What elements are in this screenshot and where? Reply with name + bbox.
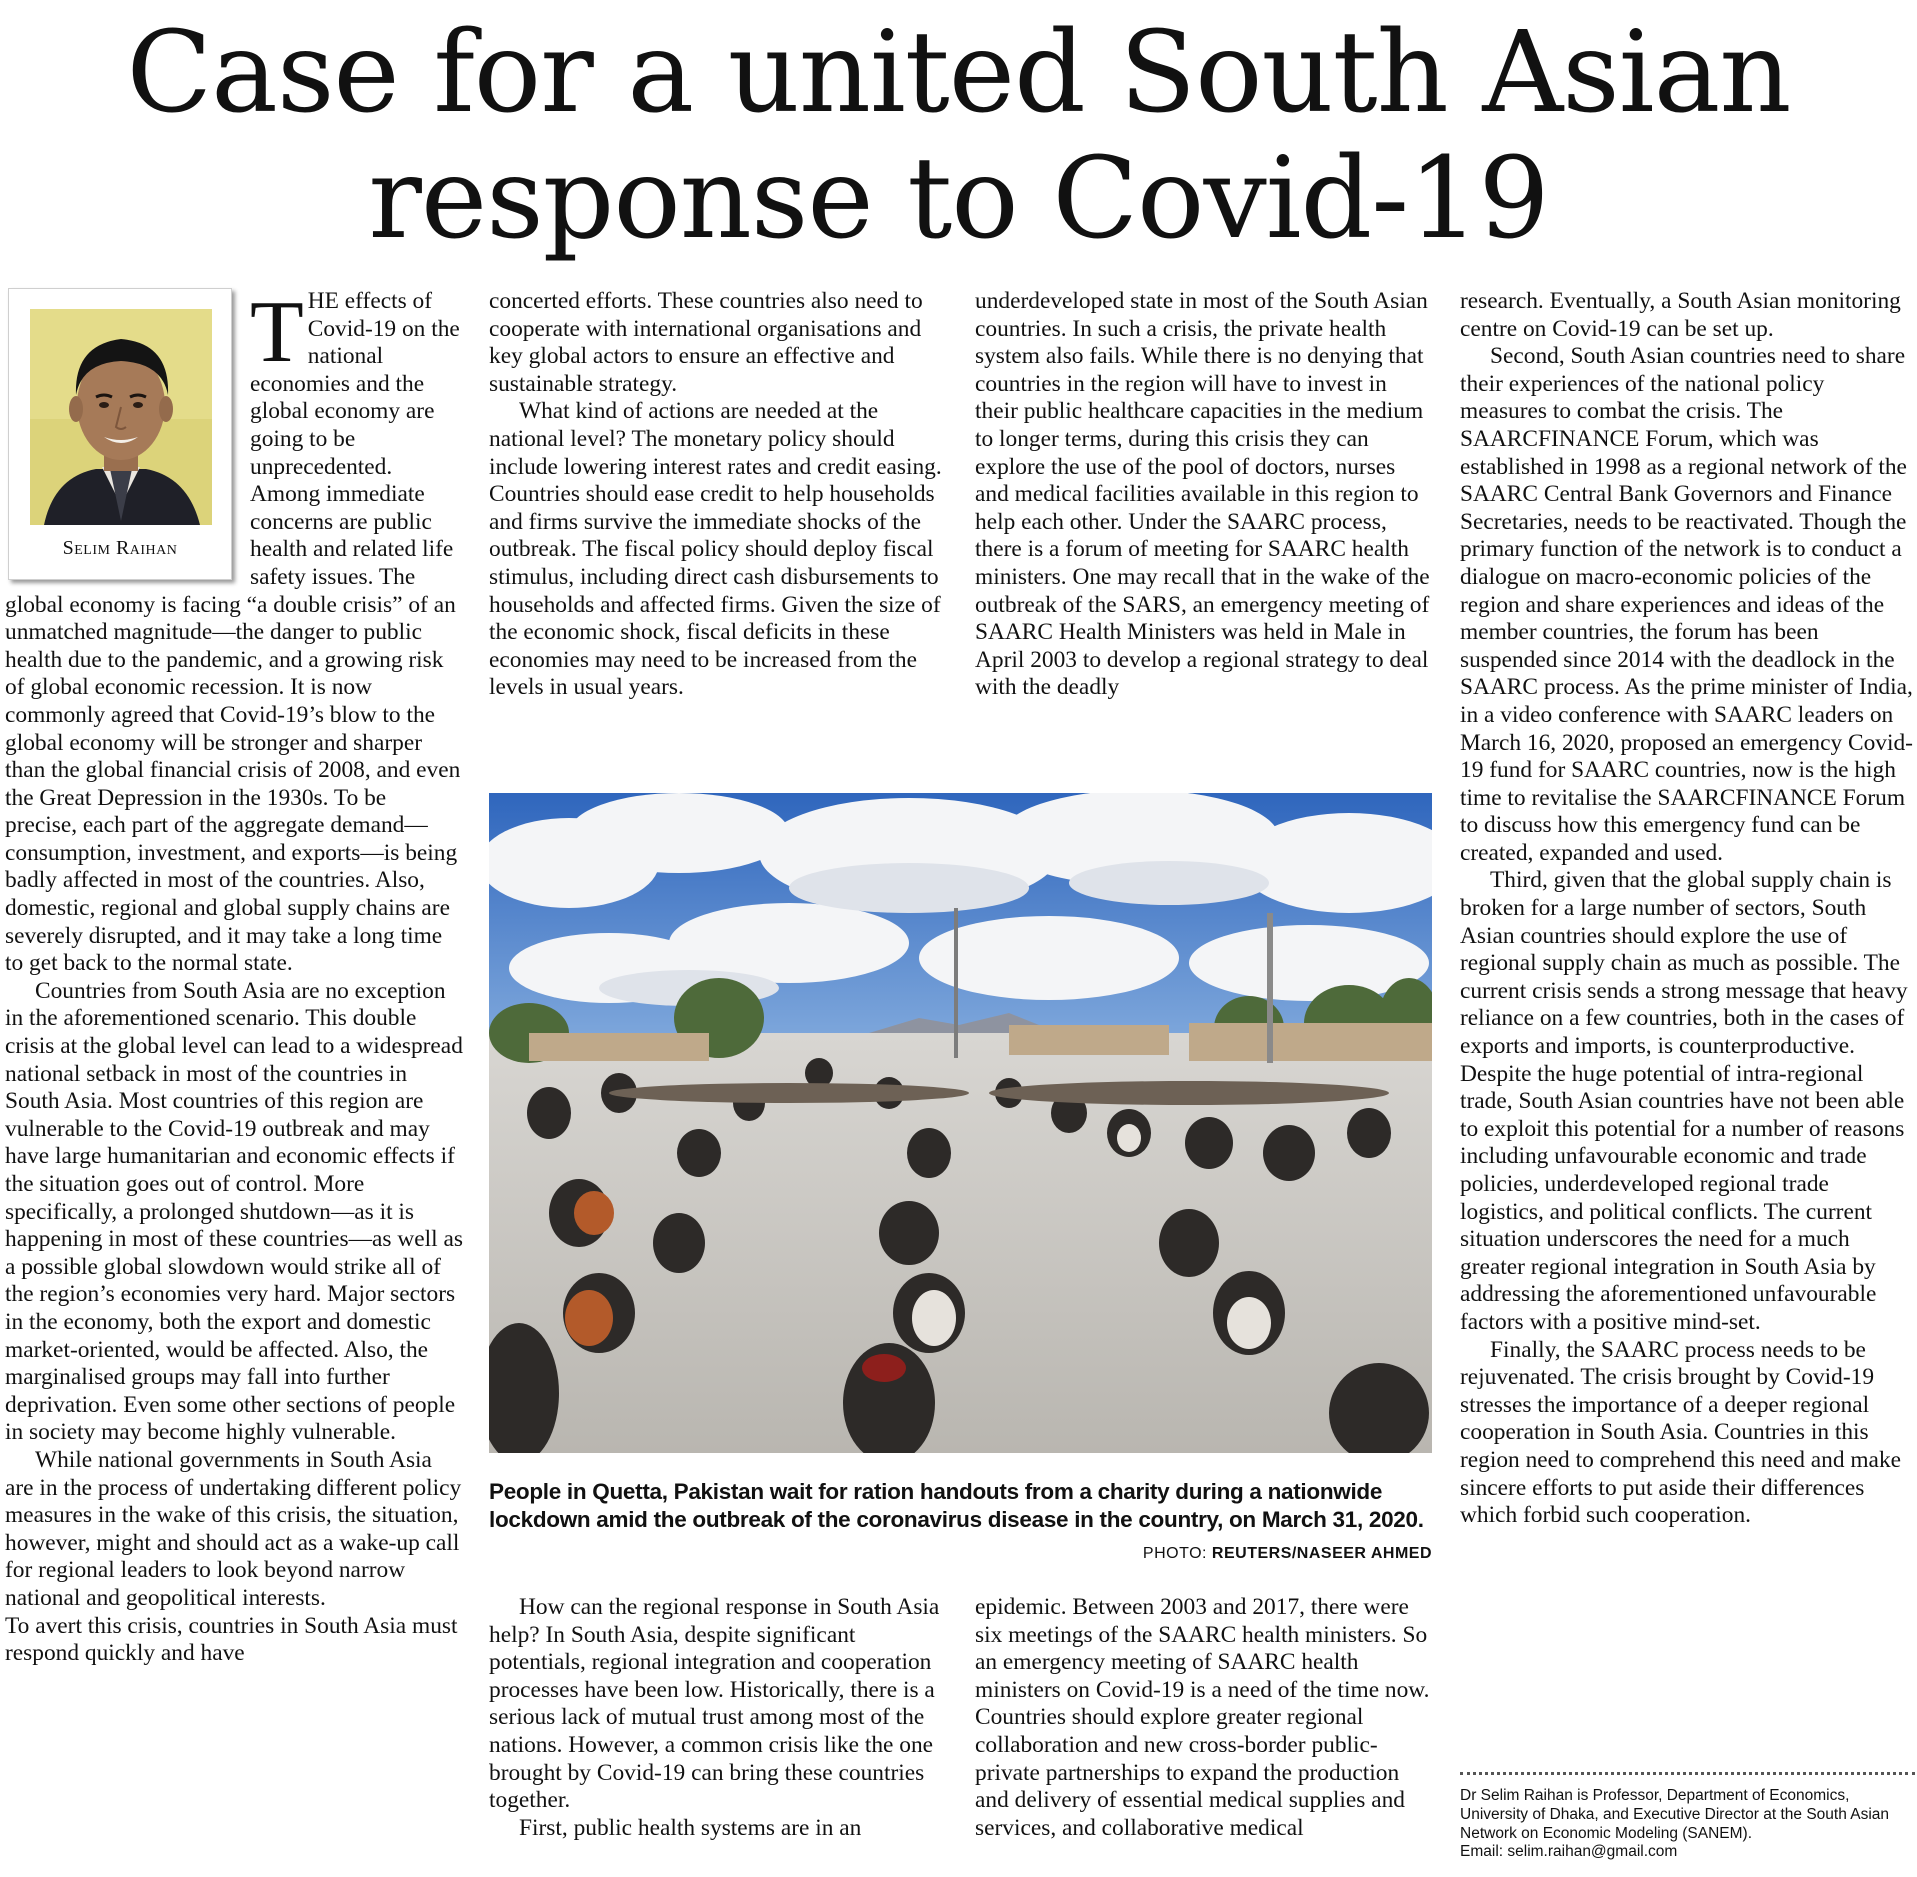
paragraph: Countries from South Asia are no exception in the aforementioned scenario. This double crisis at the global level can lead to a widespread national setback in most of the countries in South Asia. Most countries of this region are vulnerable to the Covid-19 outbreak and may have large humanitarian and economic effects if the situation goes out of control. More specifically, a prolonged shutdown—as it is happening in most of these countries—as well as a possible global slowdown would strike all of the region’s economies very hard. Major sectors in the economy, both the export and domestic market-oriented, would be affected. Also, the marginalised groups may fall into further deprivation. Even some other sections of people in society may become highly vulnerable. — [5, 977, 463, 1446]
caption-text: People in Quetta, Pakistan wait for ration handouts from a charity during a nationwide lockdown amid the outbreak of the coronavirus disease in the country, on March 31, 2020. — [489, 1479, 1424, 1532]
credit-prefix: PHOTO: — [1142, 1545, 1212, 1562]
paragraph: How can the regional response in South Asia help? In South Asia, despite significant potentials, regional integration and cooperation processes have been low. Historically, there is a serious lack of mutual trust among most of the nations. However, a common crisis like the one brought by Covid-19 can bring these countries together. — [489, 1594, 940, 1814]
headline-line-1: Case for a united South Asian — [126, 8, 1791, 138]
author-photo-box — [8, 288, 232, 580]
paragraph: While national governments in South Asia are in the process of undertaking different policy measures in the wake of this crisis, the situation, however, might and should act as a wake-up call for regional leaders to look beyond narrow national and geopolitical interests. — [5, 1446, 462, 1611]
lead-text: effects of Covid-19 on the national economies and the global economy are going to be unprecedented. Among immediate concerns are public health and related life safety issues. The global economy is facing “a double crisis” of an unmatched magnitude—the danger to public health due to the pandemic, and a growing risk of global economic recession. It is now commonly agreed that Covid-19’s blow to the global economy will be stronger and sharper than the global financial crisis of 2008, and even the Great Depression in the 1930s. To be precise, each part of the aggregate demand—consumption, investment, and exports—is being badly affected in most of the countries. Also, domestic, regional and global supply chains are severely disrupted, and it may take a long time to get back to the normal state. — [5, 288, 461, 977]
bio-email-link[interactable]: selim.raihan@gmail.com — [1507, 1843, 1678, 1861]
paragraph: Third, given that the global supply chain is broken for a large number of sectors, South Asian countries should explore the use of regional supply chain as much as possible. The current crisis sends a strong message that heavy reliance on a few countries, both in the cases of exports and imports, is counterproductive. Despite the huge potential of intra-regional trade, South Asian countries have not been able to exploit this potential for a number of reasons including unfavourable economic and trade policies, underdeveloped regional trade logistics, and political conflicts. The current situation underscores the need for a much greater regional integration in South Asia by addressing the aforementioned unfavourable factors with a positive mind-set. — [1460, 867, 1908, 1335]
paragraph: To avert this crisis, countries in South Asia must respond quickly and have — [5, 1612, 458, 1667]
article-column-2-top — [489, 288, 944, 702]
paragraph: underdeveloped state in most of the South Asian countries. In such a crisis, the private health system also fails. While there is no denying that countries in the region will have to invest in their public healthcare capacities in the medium to longer terms, during this crisis they can explore the use of the pool of doctors, nurses and medical facilities available in this region to help each other. Under the SAARC process, there is a forum of meeting for SAARC health ministers. One may recall that in the wake of the outbreak of the SARS, an emergency meeting of SAARC Health Ministers was held in Male in April 2003 to develop a regional strategy to deal with the deadly — [975, 288, 1430, 701]
article-column-2-bottom — [489, 1594, 944, 1842]
credit-source: REUTERS/NASEER AHMED — [1211, 1545, 1432, 1562]
photo-caption — [489, 1478, 1432, 1568]
paragraph: Finally, the SAARC process needs to be rejuvenated. The crisis brought by Covid-19 stresses the importance of a deeper regional cooperation in South Asia. Countries in this region need to comprehend this need and make sincere efforts to put aside their differences which forbid such cooperation. — [1460, 1336, 1902, 1529]
author-bio — [1460, 1787, 1915, 1862]
paragraph: epidemic. Between 2003 and 2017, there were six meetings of the SAARC health ministers. So an emergency meeting of SAARC health ministers on Covid-19 is a need of the time now. Countries should explore greater regional collaboration and new cross-border public-private partnerships to expand the production and delivery of essential medical supplies and services, and collaborative medical — [975, 1594, 1430, 1841]
article-column-3-bottom — [975, 1594, 1430, 1842]
bio-text: Dr Selim Raihan is Professor, Department of Economics, University of Dhaka, and Executive Director at the South Asian Network on Economic Modeling (SANEM). — [1460, 1787, 1890, 1842]
drop-cap: T — [250, 284, 304, 381]
author-name: Selim Raihan — [62, 537, 178, 560]
headline-line-2: response to Covid-19 — [368, 134, 1549, 264]
paragraph: What kind of actions are needed at the national level? The monetary policy should include lowering interest rates and credit easing. Countries should ease credit to help households and firms survive the immediate shocks of the outbreak. The fiscal policy should deploy fiscal stimulus, including direct cash disbursements to households and affected firms. Given the size of the economic shock, fiscal deficits in these economies may need to be increased from the levels in usual years. — [489, 398, 942, 701]
paragraph: Second, South Asian countries need to share their experiences of the national policy measures to combat the crisis. The SAARCFINANCE Forum, which was established in 1998 as a regional network of the SAARC Central Bank Governors and Finance Secretaries, needs to be reactivated. Though the primary function of the network is to conduct a dialogue on macro-economic policies of the region and share experiences and ideas of the member countries, the forum has been suspended since 2014 with the deadlock in the SAARC process. As the prime minister of India, in a video conference with SAARC leaders on March 16, 2020, proposed an emergency Covid-19 fund for SAARC countries, now is the high time to revitalise the SAARCFINANCE Forum to discuss how this emergency fund can be created, expanded and used. — [1460, 343, 1913, 866]
photo-credit — [1143, 1540, 1432, 1568]
article-column-4 — [1460, 288, 1915, 1530]
paragraph: concerted efforts. These countries also need to cooperate with international organisations and key global actors to ensure an effective and sustainable strategy. — [489, 288, 923, 397]
headline — [0, 10, 1917, 262]
paragraph: research. Eventually, a South Asian monitoring centre on Covid-19 can be set up. — [1460, 288, 1901, 342]
author-portrait-icon — [30, 309, 212, 525]
article-column-1 — [5, 284, 463, 1668]
lead-smallcaps: HE — [307, 288, 339, 314]
bio-email-label: Email: — [1460, 1843, 1508, 1861]
quetta-crowd-photo — [489, 793, 1432, 1453]
paragraph: First, public health systems are in an — [519, 1814, 862, 1841]
article-column-3-top — [975, 288, 1430, 702]
bio-divider — [1460, 1772, 1915, 1775]
